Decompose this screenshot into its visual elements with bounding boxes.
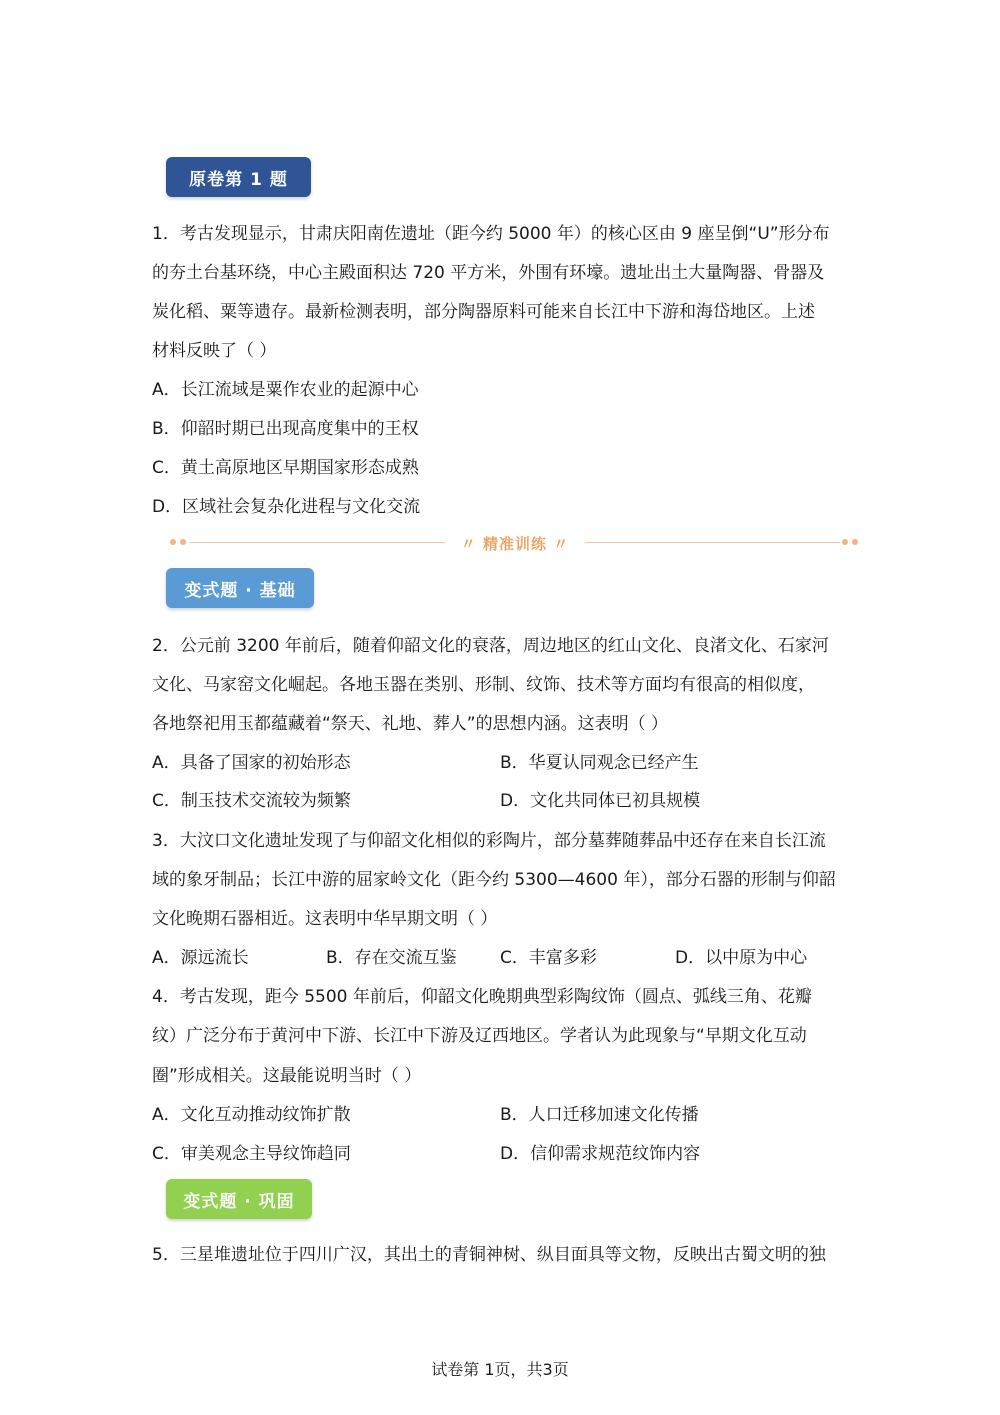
q3-option-d[interactable]: D．以中原为中心 xyxy=(675,948,808,968)
basic-variant-badge: 变式题 · 基础 xyxy=(166,568,314,608)
q3-line-2: 域的象牙制品；长江中游的屈家岭文化（距今约 5300—4600 年），部分石器的形制与仰韶 xyxy=(152,870,836,890)
q2-line-3: 各地祭祀用玉都蕴藏着“祭天、礼地、葬人”的思想内涵。这表明（ ） xyxy=(152,714,669,734)
original-question-badge: 原卷第 1 题 xyxy=(166,157,311,197)
q3-option-b[interactable]: B．存在交流互鉴 xyxy=(326,948,457,968)
q4-line-2: 纹）广泛分布于黄河中下游、长江中下游及辽西地区。学者认为此现象与“早期文化互动 xyxy=(152,1026,807,1046)
q1-option-b[interactable]: B．仰韶时期已出现高度集中的王权 xyxy=(152,419,419,439)
divider-dot-icon xyxy=(852,539,858,545)
divider-dot-icon xyxy=(842,539,848,545)
consolidate-variant-badge: 变式题 · 巩固 xyxy=(166,1179,312,1219)
q3-line-3: 文化晚期石器相近。这表明中华早期文明（ ） xyxy=(152,909,498,929)
q1-option-d[interactable]: D．区域社会复杂化进程与文化交流 xyxy=(152,497,421,517)
q5-line-1: 5．三星堆遗址位于四川广汉，其出土的青铜神树、纵目面具等文物，反映出古蜀文明的独 xyxy=(152,1245,826,1265)
q2-line-2: 文化、马家窑文化崛起。各地玉器在类别、形制、纹饰、技术等方面均有很高的相似度， xyxy=(152,675,815,695)
q3-option-c[interactable]: C．丰富多彩 xyxy=(500,948,597,968)
q4-option-d[interactable]: D．信仰需求规范纹饰内容 xyxy=(500,1144,701,1164)
q3-line-1: 3．大汶口文化遗址发现了与仰韶文化相似的彩陶片，部分墓葬随葬品中还存在来自长江流 xyxy=(152,831,826,851)
q1-line-4: 材料反映了（ ） xyxy=(152,341,277,361)
divider-dot-icon xyxy=(180,539,186,545)
q1-option-c[interactable]: C．黄土高原地区早期国家形态成熟 xyxy=(152,458,419,478)
q4-line-1: 4．考古发现，距今 5500 年前后，仰韶文化晚期典型彩陶纹饰（圆点、弧线三角、花瓣 xyxy=(152,987,812,1007)
divider-rule xyxy=(190,542,445,543)
q1-line-3: 炭化稻、粟等遗存。最新检测表明，部分陶器原料可能来自长江中下游和海岱地区。上述 xyxy=(152,302,815,322)
q3-option-a[interactable]: A．源远流长 xyxy=(152,948,249,968)
q1-line-1: 1．考古发现显示，甘肃庆阳南佐遗址（距今约 5000 年）的核心区由 9 座呈倒“U”形分布 xyxy=(152,224,830,244)
q4-option-a[interactable]: A．文化互动推动纹饰扩散 xyxy=(152,1105,351,1125)
divider-dot-icon xyxy=(170,539,176,545)
training-divider xyxy=(170,533,860,553)
divider-rule xyxy=(585,542,840,543)
q4-option-c[interactable]: C．审美观念主导纹饰趋同 xyxy=(152,1144,351,1164)
q2-option-d[interactable]: D．文化共同体已初具规模 xyxy=(500,791,701,811)
page-footer: 试卷第 1页，共3页 xyxy=(431,1360,569,1379)
q2-option-c[interactable]: C．制玉技术交流较为频繁 xyxy=(152,791,351,811)
q4-option-b[interactable]: B．人口迁移加速文化传播 xyxy=(500,1105,699,1125)
q1-option-a[interactable]: A．长江流域是粟作农业的起源中心 xyxy=(152,380,419,400)
divider-label: 〃 精准训练 〃 xyxy=(460,535,570,553)
q2-line-1: 2．公元前 3200 年前后，随着仰韶文化的衰落，周边地区的红山文化、良渚文化、石家河 xyxy=(152,636,829,656)
q2-option-a[interactable]: A．具备了国家的初始形态 xyxy=(152,753,351,773)
q1-line-2: 的夯土台基环绕，中心主殿面积达 720 平方米，外围有环壕。遗址出土大量陶器、骨器及 xyxy=(152,263,825,283)
q4-line-3: 圈”形成相关。这最能说明当时（ ） xyxy=(152,1066,422,1086)
q2-option-b[interactable]: B．华夏认同观念已经产生 xyxy=(500,753,699,773)
